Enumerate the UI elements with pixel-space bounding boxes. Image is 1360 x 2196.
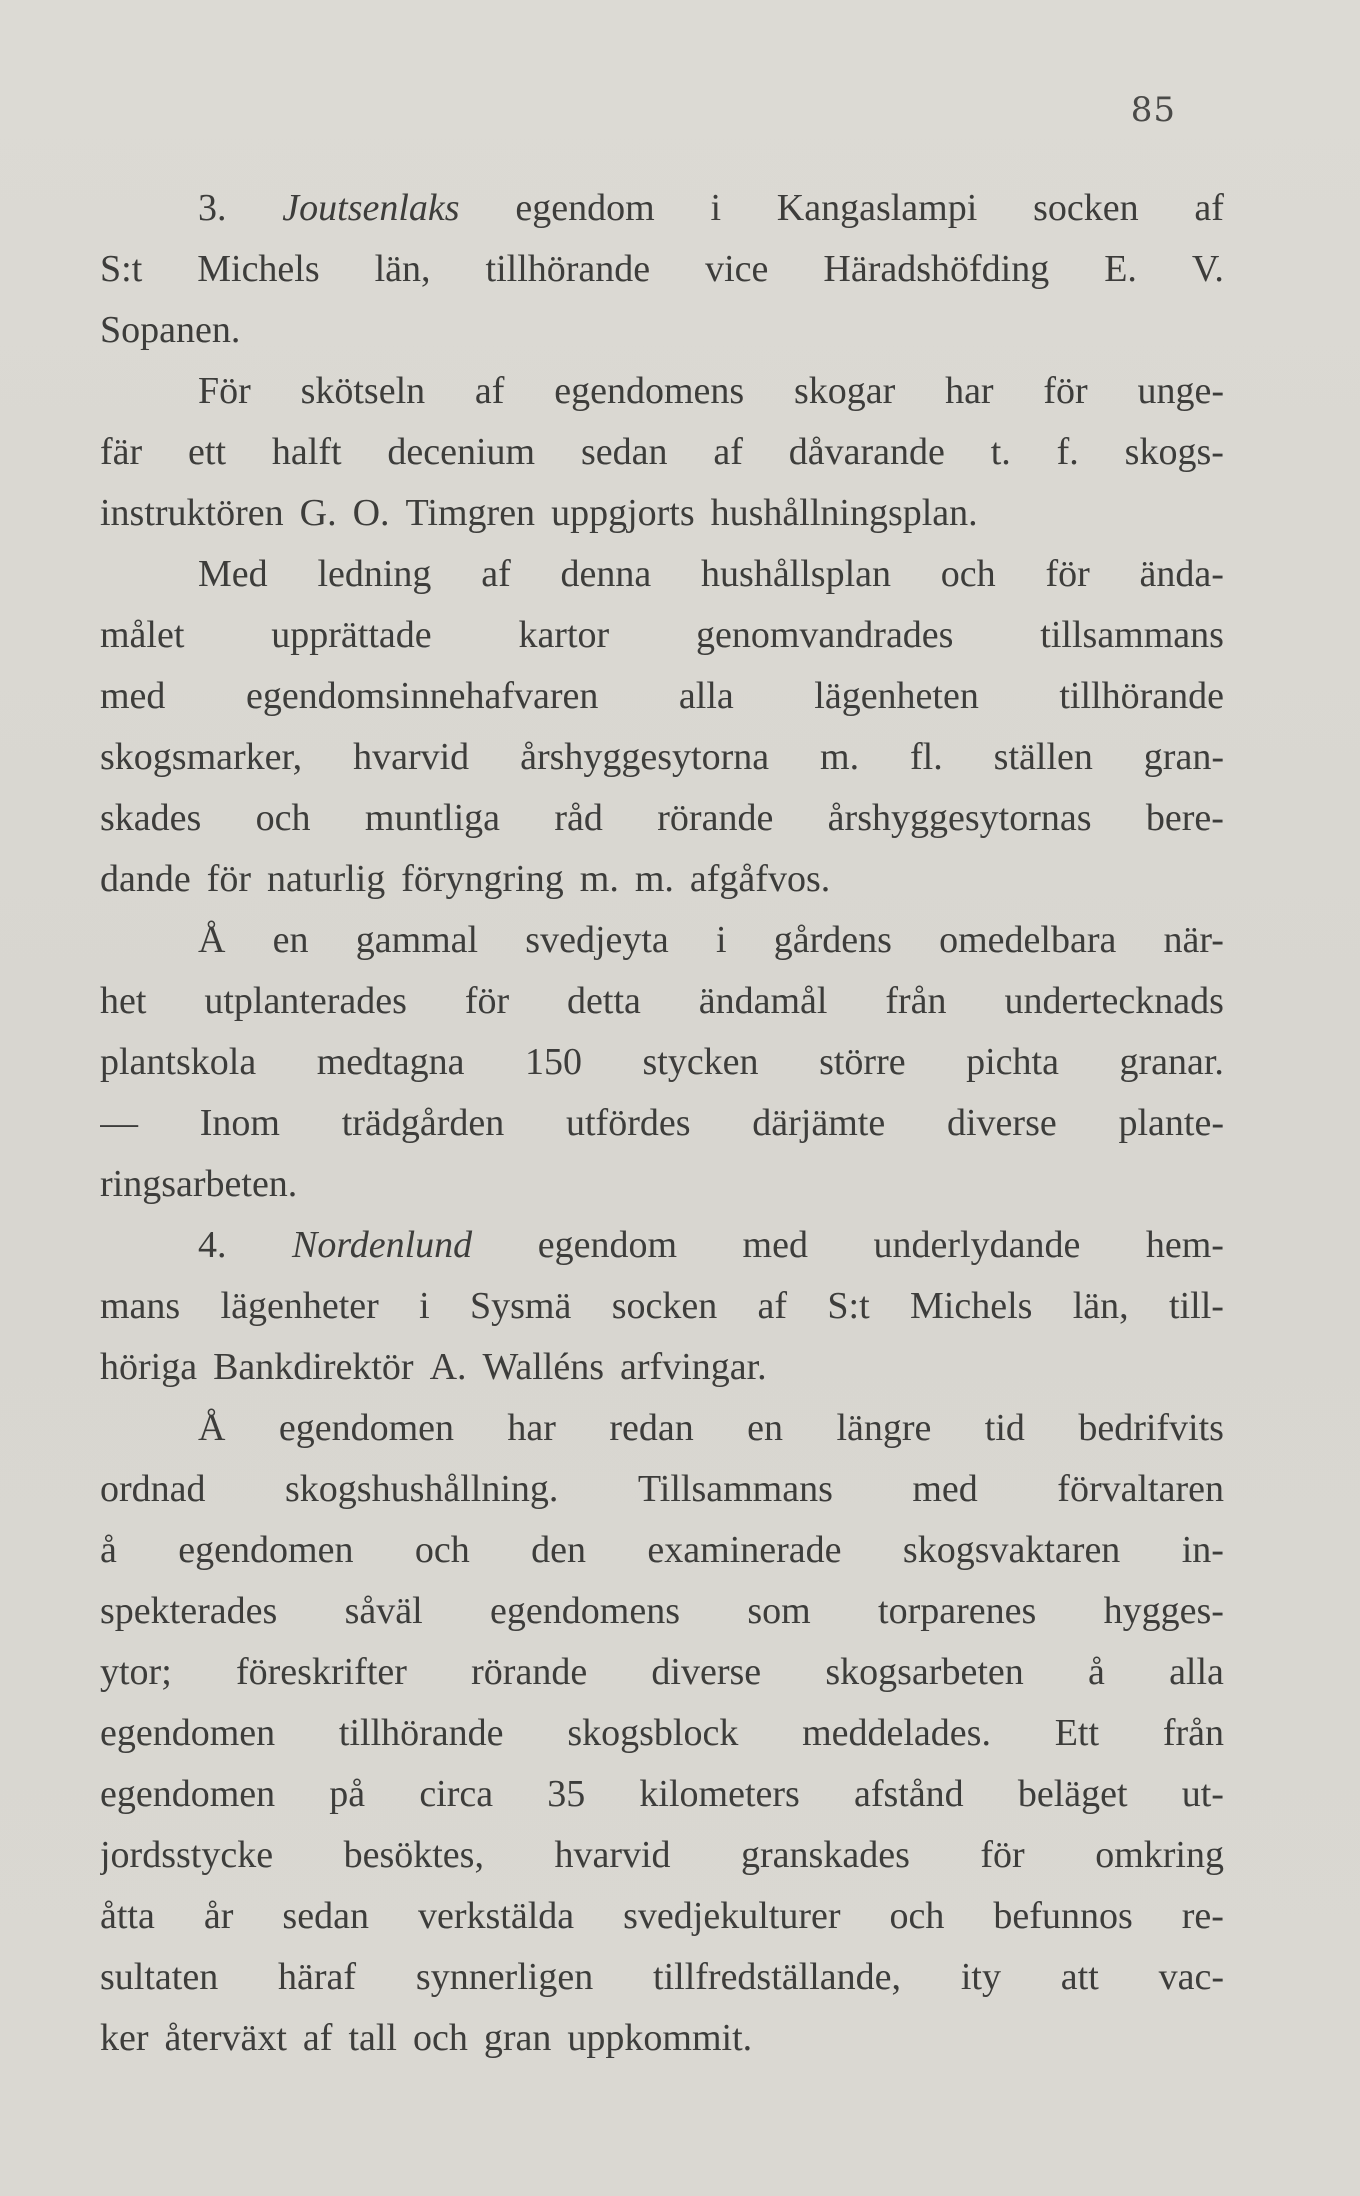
- word: Michels: [197, 248, 320, 290]
- text-line: [100, 1337, 1224, 1398]
- word: till-: [1169, 1285, 1224, 1327]
- word: denna: [560, 553, 652, 595]
- word: naturlig: [267, 858, 386, 900]
- word: egendomens: [554, 370, 745, 412]
- word: sedan: [580, 431, 668, 473]
- word: å: [1087, 1651, 1105, 1693]
- word: examinerade: [647, 1529, 842, 1571]
- word: hvarvid: [554, 1834, 671, 1876]
- word: skogshushållning.: [285, 1468, 559, 1510]
- word: trädgården: [341, 1102, 505, 1144]
- word: bere-: [1145, 797, 1224, 839]
- word: Sysmä: [470, 1285, 572, 1327]
- word: årshyggesytorna: [520, 736, 770, 778]
- word: skogsblock: [567, 1712, 739, 1754]
- word: ker: [100, 2017, 149, 2059]
- word: målet: [100, 614, 185, 656]
- word: tillhörande: [1059, 675, 1224, 717]
- word: årshyggesytornas: [827, 797, 1092, 839]
- word: Sopanen.: [100, 309, 241, 351]
- text-line: [100, 544, 1224, 605]
- word: ringsarbeten.: [100, 1163, 298, 1205]
- word: gran-: [1143, 736, 1224, 778]
- text-line: [100, 1276, 1224, 1337]
- word: egendomen: [100, 1773, 276, 1815]
- word: bedrifvits: [1078, 1407, 1224, 1449]
- word: län,: [1072, 1285, 1129, 1327]
- word: m.: [820, 736, 860, 778]
- word: unge-: [1137, 370, 1224, 412]
- word: med: [912, 1468, 978, 1510]
- text-line: [100, 1642, 1224, 1703]
- word: beläget: [1017, 1773, 1128, 1815]
- word: 150: [524, 1041, 582, 1083]
- word: tall: [348, 2017, 397, 2059]
- text-line: [100, 422, 1224, 483]
- text-line: [100, 1581, 1224, 1642]
- word: ställen: [993, 736, 1093, 778]
- word: decenium: [387, 431, 536, 473]
- word: skogs-: [1124, 431, 1224, 473]
- word: af: [713, 431, 743, 473]
- word: utfördes: [565, 1102, 691, 1144]
- text-line: [100, 1947, 1224, 2008]
- word: egendomen: [278, 1407, 455, 1449]
- text-line: [100, 605, 1224, 666]
- word: uppkommit.: [567, 2017, 753, 2059]
- word: tillhörande: [338, 1712, 504, 1754]
- word: ända-: [1139, 553, 1224, 595]
- word: het: [100, 980, 147, 1022]
- word: föreskrifter: [236, 1651, 407, 1693]
- text-line: [100, 2008, 1224, 2069]
- word: ity: [960, 1956, 1001, 1998]
- word: instruktören: [100, 492, 284, 534]
- word: pichta: [966, 1041, 1059, 1083]
- word: en: [272, 919, 309, 961]
- word: diverse: [651, 1651, 762, 1693]
- word: höriga: [100, 1346, 198, 1388]
- word: Joutsenlaks: [282, 187, 460, 229]
- word: egendom: [515, 187, 655, 229]
- word: har: [507, 1407, 556, 1449]
- text-line: [100, 1459, 1224, 1520]
- text-line: [100, 483, 1224, 544]
- word: på: [329, 1773, 366, 1815]
- word: dåvarande: [788, 431, 945, 473]
- word: när-: [1163, 919, 1224, 961]
- text-line: [100, 1032, 1224, 1093]
- word: fär: [100, 431, 143, 473]
- word: tid: [984, 1407, 1025, 1449]
- text-line: [100, 666, 1224, 727]
- word: För: [198, 370, 251, 412]
- word: och: [889, 1895, 945, 1937]
- word: hem-: [1145, 1224, 1224, 1266]
- word: ut-: [1181, 1773, 1224, 1815]
- text-line: [100, 849, 1224, 910]
- word: föryngring: [401, 858, 564, 900]
- word: hvarvid: [353, 736, 470, 778]
- word: Michels: [909, 1285, 1033, 1327]
- word: halft: [271, 431, 342, 473]
- word: gårdens: [773, 919, 892, 961]
- word: häraf: [278, 1956, 357, 1998]
- word: att: [1060, 1956, 1099, 1998]
- word: arfvingar.: [620, 1346, 767, 1388]
- word: detta: [567, 980, 641, 1022]
- word: Häradshöfding: [823, 248, 1050, 290]
- word: —: [100, 1102, 138, 1144]
- word: t.: [990, 431, 1011, 473]
- word: i: [716, 919, 727, 961]
- word: därjämte: [752, 1102, 886, 1144]
- text-line: [100, 1703, 1224, 1764]
- word: åtta: [100, 1895, 155, 1937]
- word: Nordenlund: [292, 1224, 473, 1266]
- word: gammal: [355, 919, 479, 961]
- word: tillhörande: [485, 248, 651, 290]
- word: upprättade: [271, 614, 432, 656]
- word: å: [100, 1529, 117, 1571]
- word: ordnad: [100, 1468, 206, 1510]
- word: och: [412, 2017, 468, 2059]
- word: gran: [483, 2017, 552, 2059]
- word: Ett: [1054, 1712, 1100, 1754]
- text-line: [100, 239, 1224, 300]
- text-line: [100, 1215, 1224, 1276]
- word: af: [757, 1285, 788, 1327]
- word: af: [302, 2017, 333, 2059]
- word: af: [481, 553, 511, 595]
- text-line: [100, 910, 1224, 971]
- word: V.: [1191, 248, 1224, 290]
- word: omkring: [1095, 1834, 1224, 1876]
- text-line: [100, 361, 1224, 422]
- word: rörande: [471, 1651, 588, 1693]
- word: plante-: [1118, 1102, 1224, 1144]
- word: synnerligen: [415, 1956, 594, 1998]
- word: hushållsplan: [701, 553, 892, 595]
- word: af: [474, 370, 505, 412]
- word: befunnos: [993, 1895, 1133, 1937]
- word: granskades: [741, 1834, 910, 1876]
- word: A.: [429, 1346, 467, 1388]
- word: hygges-: [1103, 1590, 1224, 1632]
- word: och: [940, 553, 996, 595]
- page-number: 85: [1130, 90, 1176, 130]
- word: alla: [678, 675, 734, 717]
- word: G.: [299, 492, 337, 534]
- word: i: [419, 1285, 430, 1327]
- word: skogsvaktaren: [902, 1529, 1121, 1571]
- word: 3.: [198, 187, 227, 229]
- word: skogsmarker,: [100, 736, 303, 778]
- word: S:t: [100, 248, 143, 290]
- word: Inom: [199, 1102, 280, 1144]
- word: verkstälda: [417, 1895, 575, 1937]
- text-line: [100, 1093, 1224, 1154]
- word: genomvandrades: [696, 614, 954, 656]
- word: svedjeyta: [525, 919, 669, 961]
- word: som: [747, 1590, 811, 1632]
- word: sultaten: [100, 1956, 219, 1998]
- word: fl.: [910, 736, 943, 778]
- word: torparenes: [878, 1590, 1037, 1632]
- word: för: [1043, 370, 1088, 412]
- word: underlydande: [873, 1224, 1081, 1266]
- word: spekterades: [100, 1590, 278, 1632]
- word: skogar: [793, 370, 896, 412]
- word: 4.: [198, 1224, 227, 1266]
- word: för: [980, 1834, 1025, 1876]
- word: råd: [554, 797, 603, 839]
- word: utplanterades: [204, 980, 407, 1022]
- word: Å: [198, 1407, 226, 1449]
- word: besöktes,: [343, 1834, 484, 1876]
- word: in-: [1181, 1529, 1224, 1571]
- word: lägenheter: [220, 1285, 379, 1327]
- word: hushållningsplan.: [710, 492, 978, 534]
- word: med: [742, 1224, 808, 1266]
- word: rörande: [657, 797, 774, 839]
- word: återväxt: [164, 2017, 287, 2059]
- word: re-: [1181, 1895, 1224, 1937]
- word: diverse: [946, 1102, 1057, 1144]
- word: för: [1045, 553, 1090, 595]
- word: medtagna: [316, 1041, 465, 1083]
- word: omedelbara: [939, 919, 1117, 961]
- word: dande: [100, 858, 191, 900]
- word: Timgren: [405, 492, 536, 534]
- word: muntliga: [364, 797, 501, 839]
- word: och: [255, 797, 311, 839]
- word: S:t: [827, 1285, 870, 1327]
- word: f.: [1056, 431, 1079, 473]
- word: större: [819, 1041, 906, 1083]
- text-line: [100, 1825, 1224, 1886]
- word: egendomsinnehafvaren: [245, 675, 599, 717]
- word: Å: [198, 919, 226, 961]
- word: Tillsammans: [637, 1468, 833, 1510]
- word: skades: [100, 797, 202, 839]
- word: kilometers: [639, 1773, 800, 1815]
- word: uppgjorts: [551, 492, 695, 534]
- body-text: [100, 178, 1224, 2069]
- text-line: [100, 178, 1224, 239]
- word: vac-: [1158, 1956, 1224, 1998]
- word: m.: [579, 858, 619, 900]
- word: alla: [1169, 1651, 1224, 1693]
- text-line: [100, 1520, 1224, 1581]
- word: ytor;: [100, 1651, 172, 1693]
- word: af: [1194, 187, 1224, 229]
- text-line: [100, 1764, 1224, 1825]
- word: ledning: [317, 553, 432, 595]
- word: Walléns: [482, 1346, 605, 1388]
- word: socken: [611, 1285, 718, 1327]
- word: tillfredställande,: [653, 1956, 901, 1998]
- word: i: [710, 187, 721, 229]
- text-line: [100, 1398, 1224, 1459]
- word: redan: [609, 1407, 694, 1449]
- word: circa: [419, 1773, 494, 1815]
- word: Kangaslampi: [776, 187, 978, 229]
- word: ett: [188, 431, 227, 473]
- word: svedjekulturer: [623, 1895, 841, 1937]
- word: plantskola: [100, 1041, 257, 1083]
- text-line: [100, 727, 1224, 788]
- word: från: [1162, 1712, 1224, 1754]
- word: för: [206, 858, 252, 900]
- text-line: [100, 971, 1224, 1032]
- word: år: [203, 1895, 234, 1937]
- word: egendomen: [100, 1712, 276, 1754]
- text-line: [100, 1886, 1224, 1947]
- word: egendom: [537, 1224, 678, 1266]
- word: från: [885, 980, 947, 1022]
- word: för: [464, 980, 510, 1022]
- text-line: [100, 788, 1224, 849]
- word: O.: [352, 492, 390, 534]
- word: tillsammans: [1040, 614, 1224, 656]
- word: mans: [100, 1285, 181, 1327]
- word: egendomens: [490, 1590, 680, 1632]
- word: granar.: [1119, 1041, 1224, 1083]
- word: 35: [547, 1773, 586, 1815]
- word: med: [100, 675, 166, 717]
- word: såväl: [344, 1590, 423, 1632]
- word: E.: [1104, 248, 1137, 290]
- word: ändamål: [698, 980, 828, 1022]
- word: m.: [634, 858, 674, 900]
- word: skötseln: [300, 370, 426, 412]
- word: stycken: [642, 1041, 759, 1083]
- word: undertecknads: [1004, 980, 1224, 1022]
- word: jordsstycke: [100, 1834, 274, 1876]
- word: en: [747, 1407, 784, 1449]
- word: meddelades.: [802, 1712, 991, 1754]
- text-line: [100, 300, 1224, 361]
- word: Med: [198, 553, 268, 595]
- word: kartor: [518, 614, 610, 656]
- word: afgåfvos.: [689, 858, 831, 900]
- word: afstånd: [853, 1773, 964, 1815]
- word: den: [531, 1529, 586, 1571]
- word: län,: [374, 248, 431, 290]
- word: sedan: [282, 1895, 369, 1937]
- word: egendomen: [178, 1529, 354, 1571]
- text-line: [100, 1154, 1224, 1215]
- word: skogsarbeten: [825, 1651, 1024, 1693]
- word: och: [414, 1529, 470, 1571]
- word: längre: [836, 1407, 932, 1449]
- word: Bankdirektör: [213, 1346, 414, 1388]
- word: förvaltaren: [1057, 1468, 1224, 1510]
- word: vice: [705, 248, 769, 290]
- word: lägenheten: [814, 675, 979, 717]
- word: har: [945, 370, 994, 412]
- word: socken: [1033, 187, 1139, 229]
